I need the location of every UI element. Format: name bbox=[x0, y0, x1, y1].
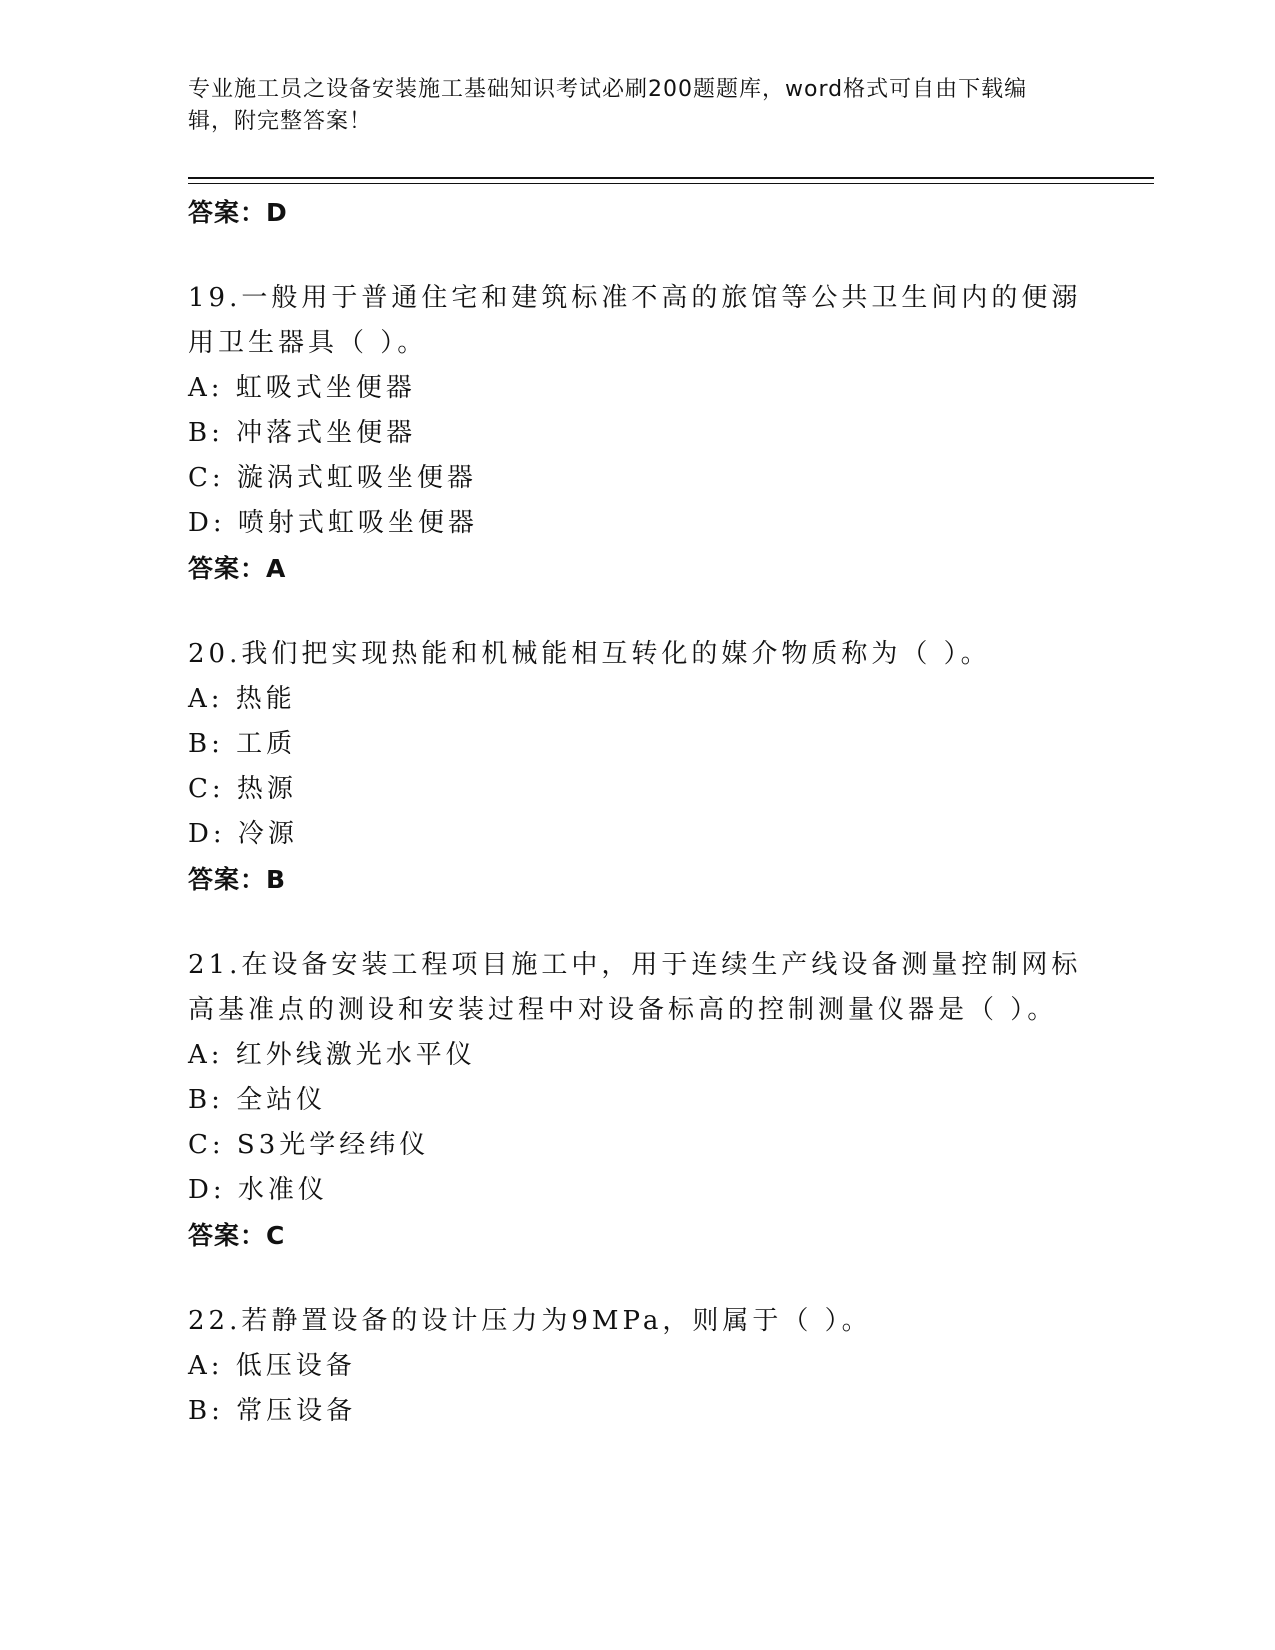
header-rule-thin bbox=[188, 183, 1154, 184]
option-d: D: 冷源 bbox=[188, 819, 298, 849]
answer-line: 答案：B bbox=[188, 865, 287, 894]
answer-line: 答案：D bbox=[188, 198, 288, 227]
option-c: C: 热源 bbox=[188, 774, 297, 804]
option-b: B: 常压设备 bbox=[188, 1396, 357, 1426]
option-d: D: 水准仪 bbox=[188, 1175, 328, 1205]
answer-line: 答案：A bbox=[188, 554, 287, 583]
answer-line: 答案：C bbox=[188, 1221, 286, 1250]
question-block-22 bbox=[188, 1299, 1088, 1434]
option-b: B: 工质 bbox=[188, 729, 297, 759]
option-a: A: 红外线激光水平仪 bbox=[188, 1040, 476, 1070]
option-a: A: 虹吸式坐便器 bbox=[188, 373, 416, 403]
question-text: 21.在设备安装工程项目施工中，用于连续生产线设备测量控制网标高基准点的测设和安装过程中对设备标高的控制测量仪器是（ ）。 bbox=[188, 950, 1082, 1025]
document-header: 专业施工员之设备安装施工基础知识考试必刷200题题库，word格式可自由下载编辑，附完整答案！ bbox=[188, 77, 1028, 134]
question-text: 22.若静置设备的设计压力为9MPa，则属于（ ）。 bbox=[188, 1306, 872, 1336]
question-block-20 bbox=[188, 632, 1088, 903]
question-block-21 bbox=[188, 943, 1088, 1259]
option-b: B: 冲落式坐便器 bbox=[188, 418, 417, 448]
question-text: 20.我们把实现热能和机械能相互转化的媒介物质称为（ ）。 bbox=[188, 639, 991, 669]
option-b: B: 全站仪 bbox=[188, 1085, 327, 1115]
question-block-19 bbox=[188, 276, 1088, 592]
option-c: C: 漩涡式虹吸坐便器 bbox=[188, 463, 477, 493]
option-d: D: 喷射式虹吸坐便器 bbox=[188, 508, 478, 538]
option-c: C: S3光学经纬仪 bbox=[188, 1130, 430, 1160]
option-a: A: 低压设备 bbox=[188, 1351, 356, 1381]
document-body bbox=[188, 190, 1088, 1434]
option-a: A: 热能 bbox=[188, 684, 296, 714]
header-rule-thick bbox=[188, 177, 1154, 179]
question-text: 19.一般用于普通住宅和建筑标准不高的旅馆等公共卫生间内的便溺用卫生器具（ ）。 bbox=[188, 283, 1082, 358]
